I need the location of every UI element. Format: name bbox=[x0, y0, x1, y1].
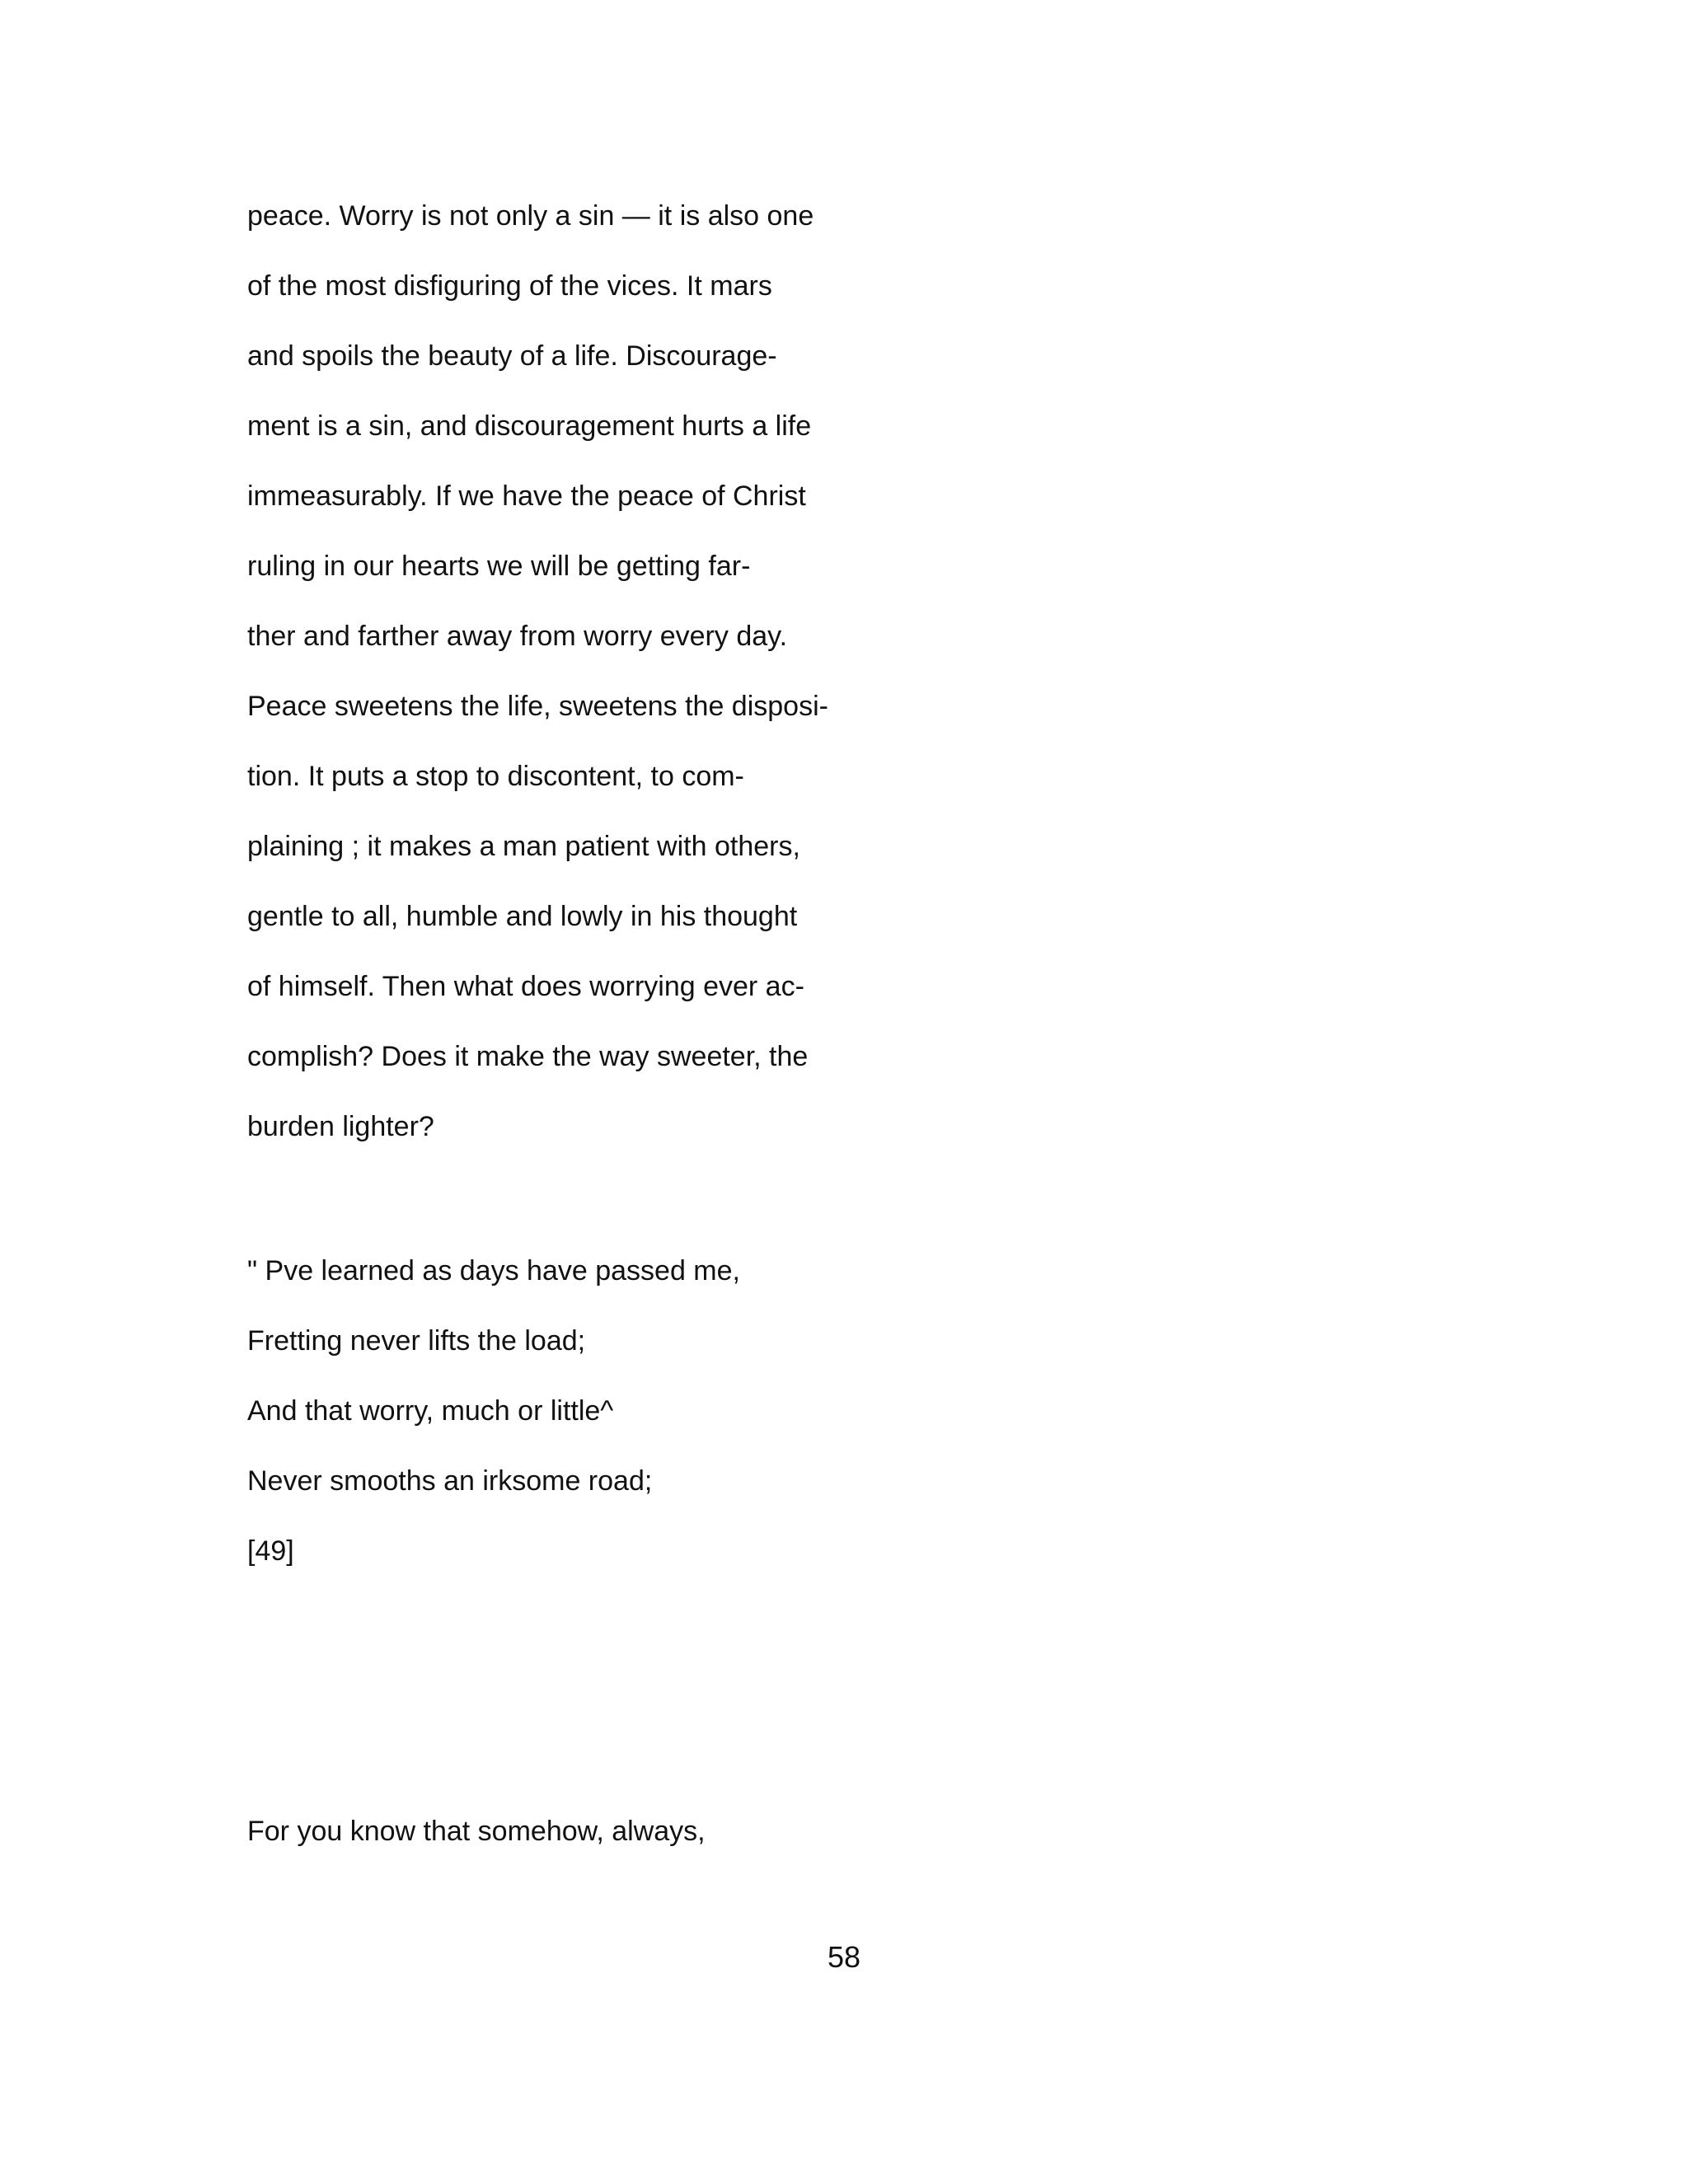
text-line: and spoils the beauty of a life. Discourage- bbox=[247, 340, 777, 372]
text-line: burden lighter? bbox=[247, 1111, 434, 1142]
poem-stanza bbox=[247, 1236, 1236, 1586]
text-line: complish? Does it make the way sweeter, the bbox=[247, 1041, 809, 1072]
page-number: 58 bbox=[827, 1940, 861, 1974]
text-line: Peace sweetens the life, sweetens the disposi- bbox=[247, 691, 828, 722]
text-line: gentle to all, humble and lowly in his thought bbox=[247, 901, 798, 932]
text-line: immeasurably. If we have the peace of Christ bbox=[247, 480, 806, 512]
poem-line: Never smooths an irksome road; bbox=[247, 1465, 653, 1497]
text-line: peace. Worry is not only a sin — it is also one bbox=[247, 200, 814, 232]
poem-line: For you know that somehow, always, bbox=[247, 1816, 706, 1847]
text-line: ment is a sin, and discouragement hurts a life bbox=[247, 410, 812, 442]
original-page-marker: [49] bbox=[247, 1535, 294, 1567]
text-line: ther and farther away from worry every day. bbox=[247, 621, 788, 652]
poem-line: " Pve learned as days have passed me, bbox=[247, 1255, 740, 1286]
poem-line: And that worry, much or little^ bbox=[247, 1395, 614, 1427]
text-line: of the most disfiguring of the vices. It mars bbox=[247, 270, 772, 302]
text-line: tion. It puts a stop to discontent, to com- bbox=[247, 761, 744, 792]
text-line: of himself. Then what does worrying ever ac- bbox=[247, 971, 804, 1002]
body-paragraph bbox=[247, 181, 1236, 1162]
text-line: plaining ; it makes a man patient with others, bbox=[247, 831, 800, 862]
poem-line: Fretting never lifts the load; bbox=[247, 1325, 586, 1357]
poem-continuation bbox=[247, 1797, 1236, 1867]
text-line: ruling in our hearts we will be getting far- bbox=[247, 551, 751, 582]
